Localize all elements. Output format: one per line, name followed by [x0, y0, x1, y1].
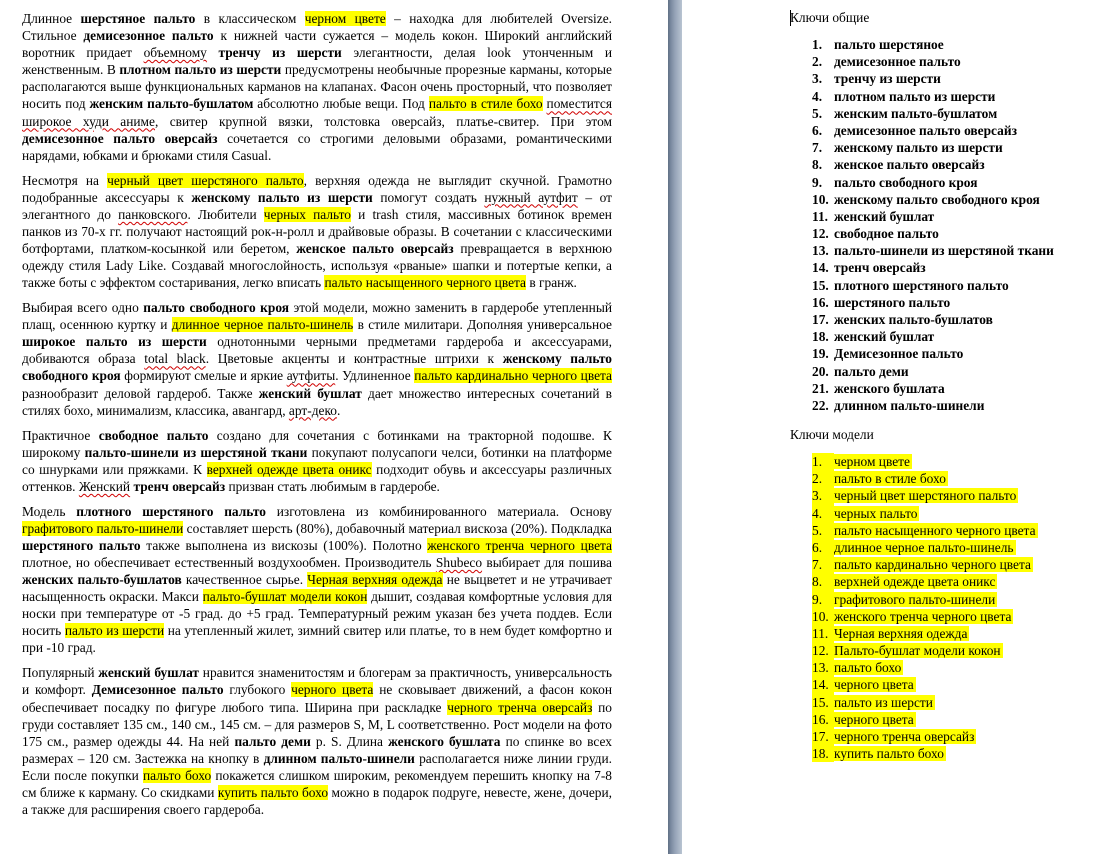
list-item-text: женский бушлат	[834, 208, 935, 224]
list-item-text: графитового пальто-шинели	[834, 591, 996, 607]
text-run	[207, 45, 219, 60]
list-item	[812, 380, 1054, 397]
list-item-text: женскому пальто свободного кроя	[834, 191, 1040, 207]
text-run: покажется слишком широким, рекомендуем перешить кнопку на 7-8 см ближе к карману. Со скидками	[22, 767, 613, 801]
list-number: 8.	[812, 157, 823, 173]
list-number: 5.	[812, 522, 834, 539]
text-run: не выцветет и не утрачивает насыщенность окраски. Макси	[22, 572, 612, 605]
keyword-bold: женскому пальто свободного кроя	[22, 351, 613, 384]
list-number: 9.	[812, 174, 823, 190]
keys-general-title: Ключи общие	[790, 10, 870, 25]
paragraph	[22, 299, 612, 419]
list-item	[812, 487, 1038, 504]
document-body[interactable]	[22, 10, 612, 826]
list-item-text: свободное пальто	[834, 226, 939, 242]
list-number: 4.	[812, 505, 834, 522]
list-number: 20.	[812, 363, 829, 379]
list-number: 17.	[812, 728, 834, 745]
list-number: 16.	[812, 711, 834, 728]
keyword-bold: женский бушлат	[98, 665, 199, 681]
keyword-bold: женскому пальто из шерсти	[191, 189, 373, 205]
text-run: – находка для любителей Oversize. Стильное	[22, 11, 612, 44]
list-item	[812, 105, 1054, 122]
list-number: 11.	[812, 208, 828, 224]
text-run: качественное сырье.	[181, 572, 308, 588]
page-divider	[668, 0, 682, 854]
keyword-highlighted: пальто бохо	[143, 767, 212, 783]
list-item	[812, 363, 1054, 380]
spellcheck-word: нужный аутфит	[484, 189, 578, 205]
list-item	[812, 453, 1038, 470]
text-run: сочетается со строгими деловыми образами, романтическими нарядами, юбками и брюками стиля Casual.	[22, 130, 612, 163]
keyword-bold: плотном пальто из шерсти	[119, 62, 282, 78]
keyword-bold: тренчу из шерсти	[218, 45, 342, 61]
text-run: этой модели, можно заменить в гардеробе утепленный плащ, осеннюю куртку и	[22, 300, 612, 333]
text-run: , свитер крупной вязки, толстовка оверсайз, платье-свитер. При этом	[154, 113, 612, 129]
keyword-highlighted: черного цвета	[291, 682, 374, 698]
list-item-text: Пальто-бушлат модели кокон	[834, 643, 1001, 659]
text-run: Выбирая всего одно	[22, 300, 144, 316]
text-run: Длинное	[22, 11, 81, 26]
list-item	[812, 156, 1054, 173]
list-item-text: длинное черное пальто-шинель	[834, 539, 1014, 555]
keyword-highlighted: верхней одежде цвета оникс	[206, 461, 372, 477]
list-item	[812, 659, 1038, 676]
list-item-text: женским пальто-бушлатом	[834, 105, 998, 121]
text-run: покупают полусапоги челси, ботинки на платформе со шнурками или пряжками. К	[22, 444, 612, 477]
list-item	[812, 397, 1054, 414]
text-run: не сковывает движений, а фасон кокон обеспечивает посадку по фигуре любого типа. Ширина при раскладке	[22, 682, 612, 715]
list-item-text: черного цвета	[834, 677, 914, 693]
text-run: разнообразит деловой гардероб. Также	[22, 385, 259, 401]
list-number: 13.	[812, 243, 829, 259]
text-run: в стиле милитари. Дополняя универсальное	[353, 317, 612, 333]
list-number: 10.	[812, 191, 829, 207]
keyword-bold: свободное пальто	[98, 427, 209, 443]
keyword-bold: тренч оверсайз	[133, 478, 226, 494]
text-run: формируют смелые и яркие	[120, 368, 287, 384]
list-item	[812, 573, 1038, 590]
text-run: Несмотря на	[22, 172, 108, 188]
list-number: 22.	[812, 397, 829, 413]
list-item-text: шерстяного пальто	[834, 294, 951, 310]
list-item	[812, 608, 1038, 625]
list-number: 12.	[812, 226, 829, 242]
list-item	[812, 745, 1038, 762]
keyword-bold: плотного шерстяного пальто	[76, 503, 266, 519]
list-item-text: тренчу из шерсти	[834, 71, 941, 87]
text-run: – от элегантного до	[22, 189, 612, 222]
text-run: дышит, создавая комфортные условия для носки при температуре от -5 град. до +5 град. Температурный режим указан без учета поддев. Если носить	[22, 589, 612, 639]
text-run: по груди составляет 135 см., 140 см., 145 см. – для размеров S, M, L соответственно. Рост модели на фото 175 см., размер одежды 44. На ней	[22, 699, 612, 749]
list-item	[812, 88, 1054, 105]
text-run: абсолютно любые вещи. Под	[253, 96, 429, 112]
list-number: 4.	[812, 88, 823, 104]
spellcheck-word: поместится широкое худи аниме	[22, 96, 612, 129]
list-number: 14.	[812, 260, 829, 276]
keyword-highlighted: черном цвете	[304, 11, 386, 26]
list-item	[812, 728, 1038, 745]
keyword-highlighted: длинное черное пальто-шинель	[171, 317, 354, 333]
keyword-bold: длинном пальто-шинели	[263, 750, 415, 766]
list-number: 6.	[812, 122, 823, 138]
list-number: 9.	[812, 591, 834, 608]
text-run: плотное, но обеспечивает естественный воздухообмен. Производитель	[22, 555, 436, 570]
text-run: предусмотрены необычные прорезные карманы, которые располагаются выше функциональных карманов на клапанах. Фасон очень просторный, что позволяет носить под	[22, 62, 612, 112]
list-item	[812, 505, 1038, 522]
list-number: 18.	[812, 329, 829, 345]
list-item	[812, 191, 1054, 208]
list-item	[812, 174, 1054, 191]
list-number: 15.	[812, 277, 829, 293]
text-run: .	[336, 402, 341, 418]
list-item-text: черного цвета	[834, 711, 914, 727]
list-item-text: демисезонное пальто	[834, 54, 961, 70]
text-run: располагается ниже линии груди. Если после покупки	[22, 750, 612, 783]
text-run: можно в подарок подруге, невесте, жене, дочери, а также для расширения своего гардероба.	[22, 785, 612, 818]
text-run: призван стать любимым в гардеробе.	[225, 478, 440, 494]
keyword-bold: женских пальто-бушлатов	[22, 572, 182, 588]
list-number: 13.	[812, 659, 834, 676]
keyword-highlighted: графитового пальто-шинели	[22, 520, 184, 536]
text-run: дает множество интересных сочетаний в стилях бохо, минимализм, классика, авангард,	[22, 385, 612, 418]
keyword-highlighted: пальто из шерсти	[64, 623, 165, 639]
list-number: 16.	[812, 294, 829, 310]
list-item-text: женское пальто оверсайз	[834, 157, 985, 173]
list-item-text: черный цвет шерстяного пальто	[834, 488, 1017, 504]
list-item-text: купить пальто бохо	[834, 746, 944, 762]
text-run: однотонными черными предметами гардероба и аксессуарами, добиваются образа	[22, 334, 612, 367]
list-item	[812, 642, 1038, 659]
text-run: в классическом	[195, 11, 305, 26]
keyword-bold: пальто свободного кроя	[143, 300, 289, 316]
paragraph	[22, 664, 612, 818]
list-item-text: демисезонное пальто оверсайз	[834, 122, 1017, 138]
text-run: Популярный	[22, 665, 99, 681]
keyword-bold: шерстяное пальто	[80, 11, 196, 26]
keyword-bold: Демисезонное пальто	[91, 682, 224, 698]
list-number: 21.	[812, 380, 829, 396]
list-number: 8.	[812, 573, 834, 590]
list-item-text: плотном пальто из шерсти	[834, 88, 996, 104]
list-item	[812, 345, 1054, 362]
text-run: помогут создать	[372, 189, 485, 205]
list-item-text: женский бушлат	[834, 329, 935, 345]
list-item	[812, 36, 1054, 53]
keyword-bold: демисезонное пальто оверсайз	[22, 130, 218, 146]
spellcheck-word: арт-деко	[288, 402, 337, 418]
list-item	[812, 208, 1054, 225]
list-number: 12.	[812, 642, 834, 659]
keys-model-title: Ключи модели	[790, 427, 874, 442]
list-number: 18.	[812, 745, 834, 762]
list-item-text: длинном пальто-шинели	[834, 397, 985, 413]
list-number: 7.	[812, 556, 834, 573]
list-item	[812, 539, 1038, 556]
list-item-text: плотного шерстяного пальто	[834, 277, 1009, 293]
list-item-text: тренч оверсайз	[834, 260, 926, 276]
keyword-highlighted: черных пальто	[263, 206, 352, 222]
list-item	[812, 122, 1054, 139]
list-item-text: Демисезонное пальто	[834, 346, 964, 362]
text-run: к нижней части сужается – модель кокон. Широкий английский воротник придает	[22, 28, 612, 61]
list-item-text: черных пальто	[834, 505, 918, 521]
spellcheck-word: Женский	[78, 478, 131, 494]
list-item-text: черном цвете	[834, 454, 910, 469]
paragraph	[22, 503, 612, 657]
keyword-highlighted: пальто кардинально черного цвета	[414, 368, 612, 384]
text-run: изготовлена из комбинированного материала. Основу	[265, 503, 612, 519]
keyword-highlighted: пальто в стиле бохо	[428, 96, 543, 112]
list-number: 5.	[812, 105, 823, 121]
list-item-text: пальто насыщенного черного цвета	[834, 522, 1036, 538]
list-item	[812, 470, 1038, 487]
text-run: . Удлиненное	[335, 368, 415, 384]
text-run: Модель	[22, 503, 77, 519]
list-number: 2.	[812, 470, 834, 487]
list-item-text: пальто свободного кроя	[834, 174, 978, 190]
list-item	[812, 277, 1054, 294]
text-run: создано для сочетания с ботинками на тракторной подошве. К широкому	[22, 427, 612, 460]
text-run: в гранж.	[525, 275, 577, 291]
list-number: 2.	[812, 54, 823, 70]
spellcheck-word: панковского	[118, 206, 188, 222]
text-run: также выполнена из вискозы (100%). Полотно	[140, 537, 428, 553]
list-number: 6.	[812, 539, 834, 556]
keyword-highlighted: Черная верхняя одежда	[307, 572, 443, 588]
paragraph	[22, 427, 612, 495]
list-item	[812, 522, 1038, 539]
keyword-bold: широкое пальто из шерсти	[22, 334, 207, 350]
list-item-text: женскому пальто из шерсти	[834, 140, 1003, 156]
list-item	[812, 259, 1054, 276]
list-number: 3.	[812, 71, 823, 87]
list-item-text: женского тренча черного цвета	[834, 608, 1012, 624]
list-item-text: верхней одежде цвета оникс	[834, 574, 996, 590]
keyword-bold: женского бушлата	[388, 733, 501, 749]
spellcheck-word: Shubeco	[435, 555, 483, 570]
list-item	[812, 328, 1054, 345]
list-item-text: пальто шерстяное	[834, 37, 944, 52]
list-number: 1.	[812, 37, 823, 52]
list-item-text: пальто кардинально черного цвета	[834, 557, 1031, 573]
keys-general-list	[812, 36, 1054, 414]
text-run: . Любители	[187, 206, 264, 222]
keyword-bold: женским пальто-бушлатом	[89, 96, 254, 112]
keyword-highlighted: женского тренча черного цвета	[427, 537, 612, 553]
list-item	[812, 556, 1038, 573]
text-run: Практичное	[22, 427, 99, 443]
list-number: 17.	[812, 312, 829, 327]
list-item	[812, 676, 1038, 693]
text-run: р. S. Длина	[310, 733, 389, 749]
list-item-text: женских пальто-бушлатов	[834, 312, 993, 327]
list-number: 11.	[812, 625, 834, 642]
text-run: на утепленный жилет, зимний свитер или платье, то в нем будет комфортно и при -10 град.	[22, 623, 612, 656]
keyword-bold: пальто деми	[234, 733, 311, 749]
keyword-highlighted: черный цвет шерстяного пальто	[107, 172, 304, 188]
text-run: по спинке во всех размерах – 120 см. Застежка на кнопку в	[22, 733, 612, 766]
keyword-highlighted: пальто-бушлат модели кокон	[202, 589, 368, 605]
keyword-bold: шерстяного пальто	[22, 537, 141, 553]
list-item	[812, 242, 1054, 259]
list-item-text: пальто из шерсти	[834, 694, 933, 710]
list-item-text: пальто в стиле бохо	[834, 471, 946, 487]
list-number: 1.	[812, 453, 834, 470]
text-run: выбирает для пошива	[482, 555, 613, 570]
list-number: 14.	[812, 676, 834, 693]
spellcheck-word: объемному	[143, 45, 207, 61]
text-run: глубокого	[223, 682, 292, 698]
keyword-highlighted: пальто насыщенного черного цвета	[324, 275, 526, 291]
list-item-text: Черная верхняя одежда	[834, 625, 968, 641]
keyword-bold: пальто-шинели из шерстяной ткани	[84, 444, 308, 460]
list-item	[812, 625, 1038, 642]
list-item	[812, 711, 1038, 728]
list-item	[812, 225, 1054, 242]
text-run: нравится знаменитостям и блогерам за практичность, универсальность и комфорт.	[22, 665, 612, 698]
text-run: подходит обувь и аксессуары различных оттенков.	[22, 461, 612, 494]
list-item	[812, 70, 1054, 87]
spellcheck-word: аутфиты	[286, 368, 336, 384]
list-item	[812, 591, 1038, 608]
spellcheck-word: total black	[144, 351, 206, 367]
paragraph	[22, 172, 612, 292]
list-item	[812, 294, 1054, 311]
list-item-text: пальто-шинели из шерстяной ткани	[834, 243, 1054, 259]
text-run: . Цветовые акценты и контрастные штрихи к	[205, 351, 503, 367]
list-number: 10.	[812, 608, 834, 625]
list-number: 7.	[812, 140, 823, 156]
list-item-text: черного тренча оверсайз	[834, 729, 975, 744]
list-item	[812, 139, 1054, 156]
list-number: 3.	[812, 487, 834, 504]
paragraph	[22, 10, 612, 164]
text-run: превращается в верхнюю одежду стиля Lady Like. Создавай многослойность, используя «рваные» шапки и потертые кепки, а также боты с эффектом состаривания, легко вписать	[22, 241, 612, 291]
list-item-text: женского бушлата	[834, 380, 945, 396]
keyword-bold: женский бушлат	[258, 385, 362, 401]
keyword-bold: женское пальто оверсайз	[296, 241, 454, 257]
text-run: составляет шерсть (80%), добавочный материал вискоза (20%). Подкладка	[183, 520, 612, 536]
text-run: элегантности, делая look утонченным и женственным. В	[22, 45, 612, 78]
list-item-text: пальто бохо	[834, 660, 902, 676]
list-item	[812, 311, 1054, 328]
keys-model-list	[812, 453, 1038, 762]
list-item-text: пальто деми	[834, 363, 909, 379]
keyword-bold: демисезонное пальто	[83, 28, 214, 44]
list-item	[812, 53, 1054, 70]
keyword-highlighted: купить пальто бохо	[217, 785, 329, 801]
list-number: 15.	[812, 694, 834, 711]
text-run: , верхняя одежда не выглядит скучной. Грамотно подобранные аксессуары к	[22, 172, 612, 205]
keyword-highlighted: черного тренча оверсайз	[447, 699, 593, 715]
list-item	[812, 694, 1038, 711]
text-run: и trash стиля, массивных ботинок времен панков из 70-х гг. получают настоящий рок-н-ролл и драйвовые образы. В сочетании с классическими ботфортами, платком-косынкой или беретом,	[22, 206, 612, 257]
list-number: 19.	[812, 346, 829, 362]
